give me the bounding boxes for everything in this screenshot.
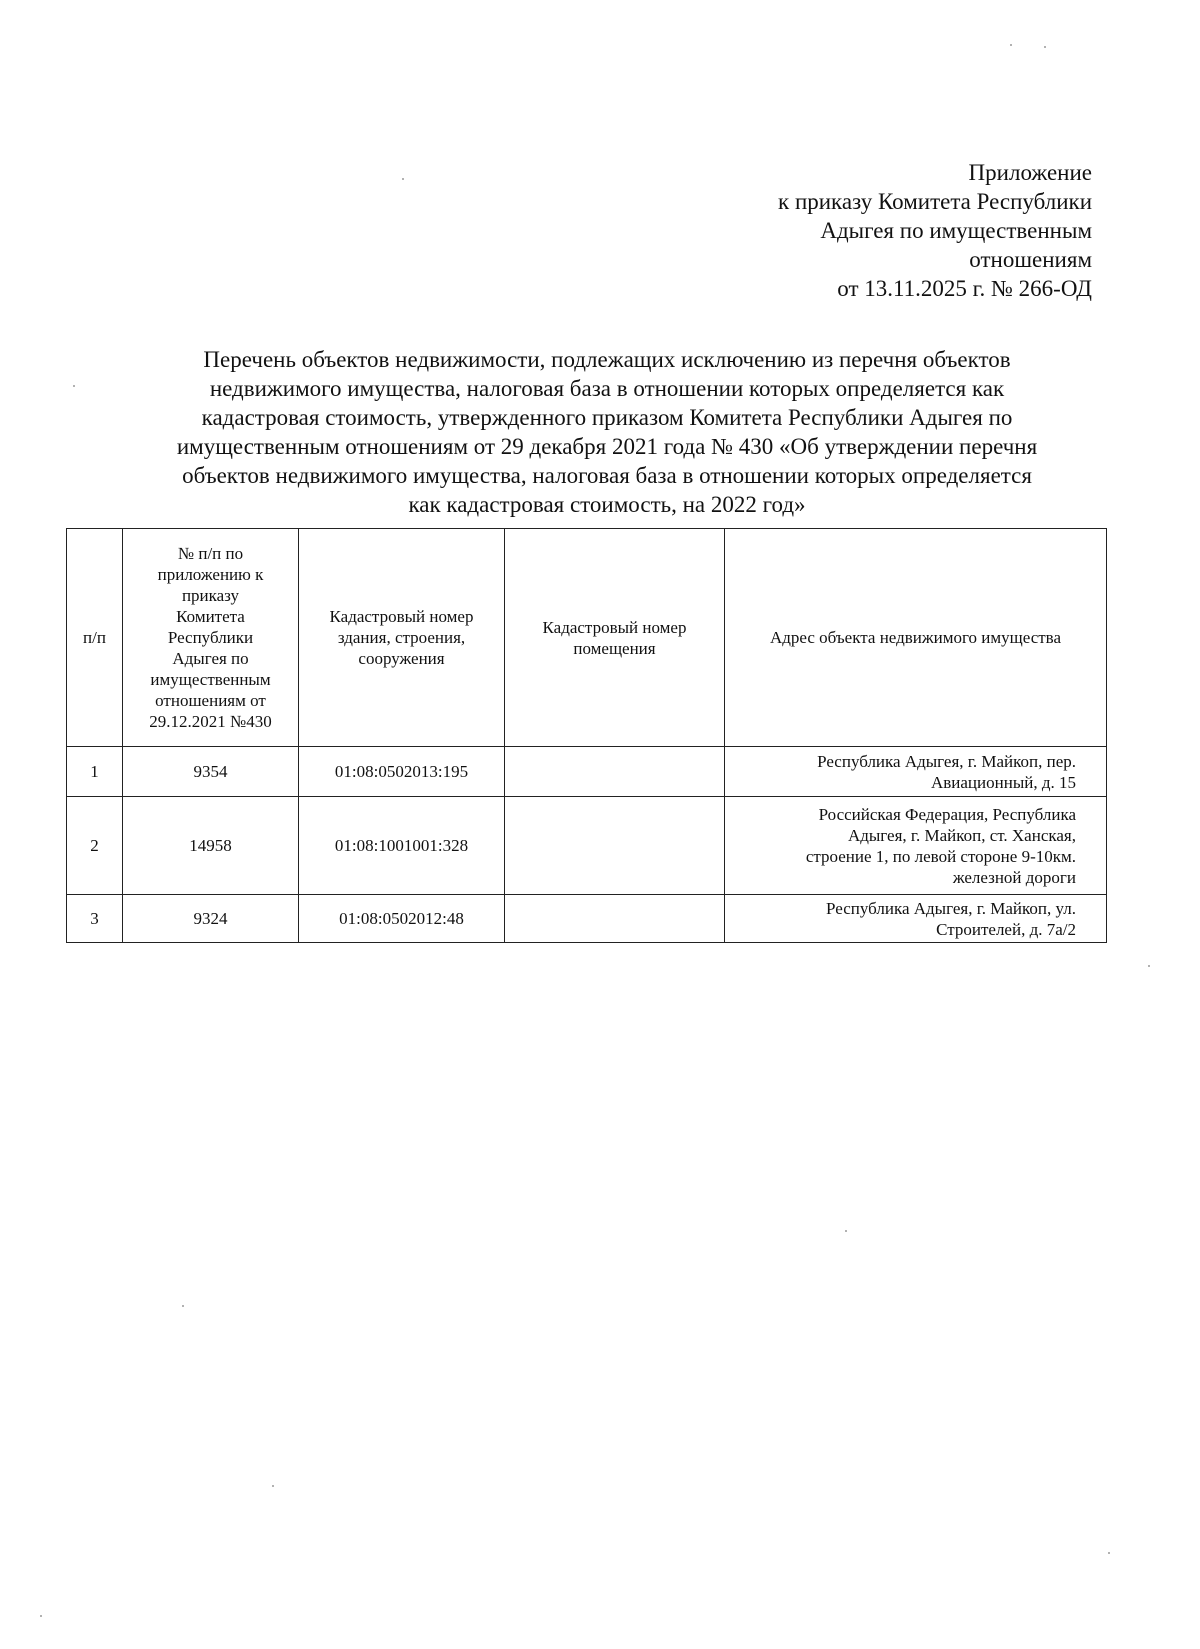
header-room-cadastral: Кадастровый номер помещения xyxy=(505,529,725,747)
table-row xyxy=(67,895,1107,943)
header-ref-num: № п/п по приложению к приказу Комитета Республики Адыгея по имущественным отношениям от 29.12.2021 №430 xyxy=(123,529,299,747)
property-table xyxy=(66,528,1107,943)
scan-speck xyxy=(1148,965,1150,967)
scan-speck xyxy=(845,1230,847,1232)
cell-building-cadastral: 01:08:0502013:195 xyxy=(299,747,505,797)
cell-ref-num: 9324 xyxy=(123,895,299,943)
header-address: Адрес объекта недвижимого имущества xyxy=(725,529,1107,747)
header-building-cadastral: Кадастровый номер здания, строения, сооружения xyxy=(299,529,505,747)
cell-ref-num: 14958 xyxy=(123,797,299,895)
appendix-line: Приложение xyxy=(968,160,1092,185)
scan-speck xyxy=(402,178,404,180)
cell-num: 3 xyxy=(67,895,123,943)
cell-num: 1 xyxy=(67,747,123,797)
cell-room-cadastral xyxy=(505,895,725,943)
cell-ref-num: 9354 xyxy=(123,747,299,797)
table-header-row xyxy=(67,529,1107,747)
title-line: объектов недвижимого имущества, налоговая база в отношении которых определяется xyxy=(182,463,1032,488)
cell-room-cadastral xyxy=(505,747,725,797)
cell-address: Российская Федерация, Республика Адыгея, г. Майкоп, ст. Ханская, строение 1, по левой стороне 9-10км. железной дороги xyxy=(725,797,1107,895)
scan-speck xyxy=(1010,44,1012,46)
appendix-block xyxy=(672,158,1092,303)
title-line: недвижимого имущества, налоговая база в отношении которых определяется как xyxy=(209,376,1005,401)
scan-speck xyxy=(1108,1552,1110,1554)
appendix-line: отношениям xyxy=(969,247,1092,272)
appendix-line: Адыгея по имущественным xyxy=(820,218,1092,243)
table-row xyxy=(67,747,1107,797)
title-line: кадастровая стоимость, утвержденного приказом Комитета Республики Адыгея по xyxy=(201,405,1013,430)
title-line: как кадастровая стоимость, на 2022 год» xyxy=(408,492,806,517)
document-title xyxy=(92,345,1122,519)
title-line: Перечень объектов недвижимости, подлежащих исключению из перечня объектов xyxy=(203,347,1011,372)
scan-speck xyxy=(40,1615,42,1617)
header-num: п/п xyxy=(67,529,123,747)
scan-speck xyxy=(1044,46,1046,48)
cell-address: Республика Адыгея, г. Майкоп, пер. Авиационный, д. 15 xyxy=(725,747,1107,797)
scan-speck xyxy=(272,1485,274,1487)
scan-speck xyxy=(73,385,75,387)
cell-building-cadastral: 01:08:0502012:48 xyxy=(299,895,505,943)
appendix-line: к приказу Комитета Республики xyxy=(778,189,1092,214)
table-row xyxy=(67,797,1107,895)
cell-room-cadastral xyxy=(505,797,725,895)
cell-address: Республика Адыгея, г. Майкоп, ул. Строителей, д. 7а/2 xyxy=(725,895,1107,943)
scan-speck xyxy=(182,1305,184,1307)
title-line: имущественным отношениям от 29 декабря 2021 года № 430 «Об утверждении перечня xyxy=(176,434,1038,459)
cell-building-cadastral: 01:08:1001001:328 xyxy=(299,797,505,895)
cell-num: 2 xyxy=(67,797,123,895)
appendix-line: от 13.11.2025 г. № 266-ОД xyxy=(837,276,1092,301)
